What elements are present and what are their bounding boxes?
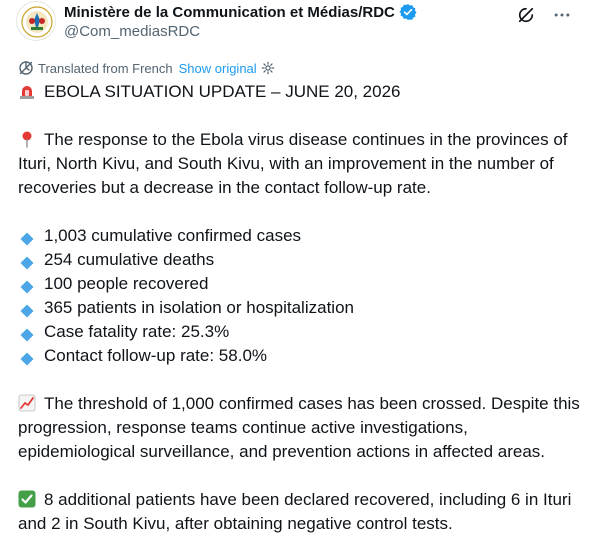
list-item [18, 272, 583, 296]
recovered-text: 8 additional patients have been declared recovered, including 6 in Ituri and 2 in South Kivu, after obtaining negative control tests. [18, 490, 572, 533]
author-name-line [64, 2, 417, 22]
tweet-actions [515, 4, 573, 26]
blue-diamond-emoji-icon [20, 301, 34, 315]
intro-paragraph [18, 128, 583, 200]
headline-line [18, 80, 583, 104]
tweet-header [16, 0, 581, 48]
chart-increasing-emoji-icon [18, 394, 36, 412]
threshold-paragraph [18, 392, 583, 464]
stat-text: Case fatality rate: 25.3% [44, 322, 230, 341]
list-item [18, 248, 583, 272]
grok-icon[interactable] [515, 4, 537, 26]
show-original-link[interactable]: Show original [178, 60, 257, 76]
list-item [18, 296, 583, 320]
intro-text: The response to the Ebola virus disease continues in the provinces of Ituri, North Kivu, and South Kivu, with an improvement in the number of recoveries but a decrease in the contact follow-up rate. [18, 130, 568, 197]
tweet-text [18, 80, 583, 536]
stats-list [18, 224, 583, 368]
stat-text: 365 patients in isolation or hospitalization [44, 298, 354, 317]
recovered-paragraph [18, 488, 583, 536]
siren-emoji-icon [18, 82, 36, 100]
blue-diamond-emoji-icon [20, 277, 34, 291]
more-icon[interactable] [551, 4, 573, 26]
stat-text: 254 cumulative deaths [44, 250, 215, 269]
blue-diamond-emoji-icon [20, 229, 34, 243]
pin-emoji-icon [18, 130, 36, 148]
stat-text: 1,003 cumulative confirmed cases [44, 226, 302, 245]
blue-diamond-emoji-icon [20, 349, 34, 363]
list-item [18, 320, 583, 344]
check-mark-emoji-icon [18, 490, 36, 508]
author-handle[interactable]: @Com_mediasRDC [64, 23, 201, 40]
avatar[interactable] [16, 1, 56, 41]
verified-badge-icon[interactable] [399, 3, 417, 21]
blue-diamond-emoji-icon [20, 253, 34, 267]
translation-bar [18, 58, 275, 78]
stat-text: Contact follow-up rate: 58.0% [44, 346, 268, 365]
threshold-text: The threshold of 1,000 confirmed cases has been crossed. Despite this progression, response teams continue active investigations, epidemiological surveillance, and prevention actions in affected areas. [18, 394, 580, 461]
blue-diamond-emoji-icon [20, 325, 34, 339]
list-item [18, 224, 583, 248]
settings-icon[interactable] [261, 61, 275, 75]
translate-icon [18, 60, 34, 76]
stat-text: 100 people recovered [44, 274, 209, 293]
translated-note: Translated from French [38, 60, 173, 76]
headline-text: EBOLA SITUATION UPDATE – JUNE 20, 2026 [44, 82, 401, 101]
author-display-name[interactable]: Ministère de la Communication et Médias/RDC [64, 3, 395, 21]
list-item [18, 344, 583, 368]
